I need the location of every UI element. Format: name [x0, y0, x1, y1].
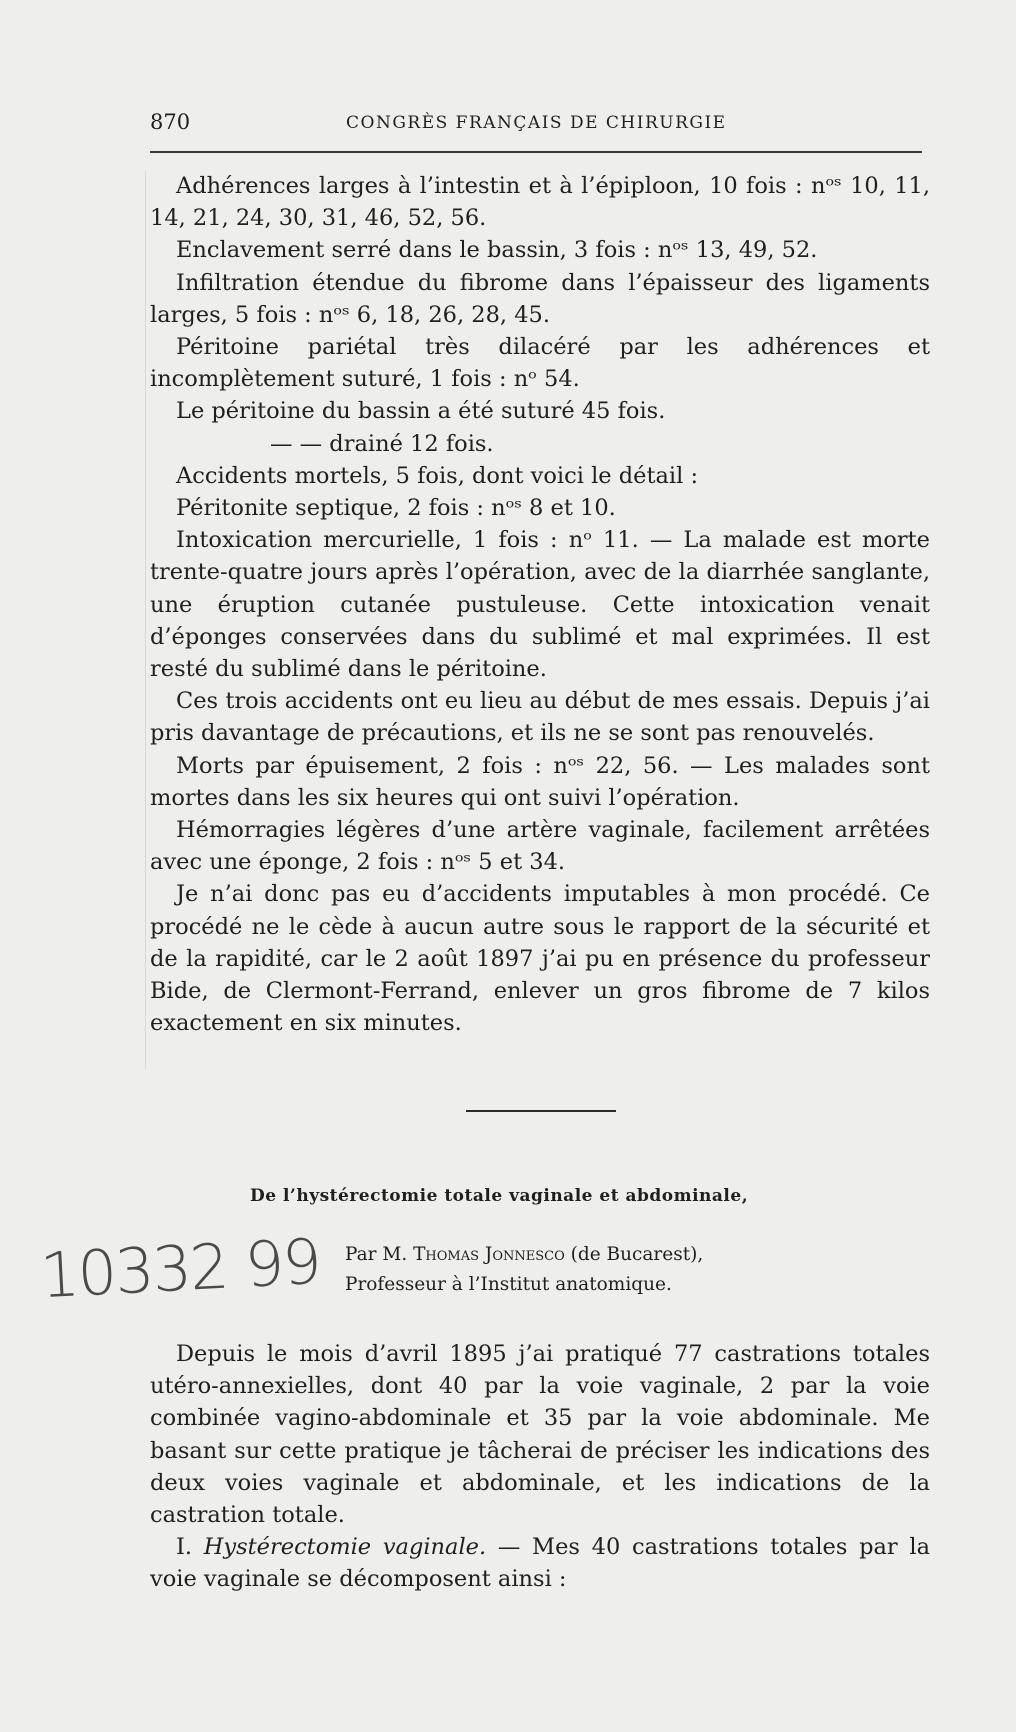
paragraph: — — drainé 12 fois.	[270, 430, 494, 457]
paragraph: Depuis le mois d’avril 1895 j’ai pratiqué 77 castrations totales utéro-annexielles, dont 40 par la voie vaginale, 2 par la voie combinée vagino-abdominale et 35 par la voie abdominale. Me basant sur cette pratique je tâcherai de préciser les indications des deux voies vaginale et abdominale, et les indications de la castration totale.	[150, 1341, 930, 1529]
paragraph: Accidents mortels, 5 fois, dont voici le détail :	[176, 462, 699, 489]
section-separator	[466, 1110, 616, 1112]
paragraph: Le péritoine du bassin a été suturé 45 fois.	[176, 398, 666, 425]
paragraph: Enclavement serré dans le bassin, 3 fois : nᵒˢ 13, 49, 52.	[176, 237, 818, 264]
author-place: (de Bucarest),	[570, 1244, 704, 1265]
byline	[345, 1240, 703, 1300]
page-number: 870	[150, 110, 191, 134]
section-heading: Hystérectomie vaginale.	[203, 1534, 487, 1561]
page-header	[150, 110, 922, 140]
article-body	[150, 1338, 930, 1596]
article-title: De l’hystérectomie totale vaginale et abdominale,	[250, 1186, 749, 1206]
author-affiliation: Professeur à l’Institut anatomique.	[345, 1274, 672, 1295]
byline-prefix: Par M.	[345, 1244, 408, 1265]
author-name: Thomas Jonnesco	[413, 1244, 565, 1265]
paragraph	[150, 1531, 930, 1595]
paragraph: Péritonite septique, 2 fois : nᵒˢ 8 et 10.	[176, 495, 616, 522]
paragraph: Adhérences larges à l’intestin et à l’épiploon, 10 fois : nᵒˢ 10, 11, 14, 21, 24, 30, 31, 46, 52, 56.	[150, 173, 930, 232]
paragraph: Ces trois accidents ont eu lieu au début de mes essais. Depuis j’ai pris davantage de précautions, et ils ne se sont pas renouvelés.	[150, 688, 930, 747]
body-text	[150, 170, 930, 1039]
paragraph: Hémorragies légères d’une artère vaginale, facilement arrêtées avec une éponge, 2 fois : nᵒˢ 5 et 34.	[150, 817, 930, 876]
section-number: I.	[176, 1534, 193, 1561]
paragraph: Infiltration étendue du fibrome dans l’épaisseur des ligaments larges, 5 fois : nᵒˢ 6, 18, 26, 28, 45.	[150, 269, 930, 328]
paragraph: Péritoine pariétal très dilacéré par les adhérences et incomplètement suturé, 1 fois : nᵒ 54.	[150, 334, 930, 393]
header-rule	[150, 151, 922, 153]
paragraph: Je n’ai donc pas eu d’accidents imputables à mon procédé. Ce procédé ne le cède à aucun autre sous le rapport de la sécurité et de la rapidité, car le 2 août 1897 j’ai pu en présence du professeur Bide, de Clermont-Ferrand, enlever un gros fibrome de 7 kilos exactement en six minutes.	[150, 881, 930, 1037]
paragraph: Intoxication mercurielle, 1 fois : nᵒ 11. — La malade est morte trente-quatre jours après l’opération, avec de la diarrhée sanglante, une éruption cutanée pustuleuse. Cette intoxication venait d’éponges conservées dans du sublimé et mal exprimées. Il est resté du sublimé dans le péritoine.	[150, 527, 930, 683]
author-line	[345, 1240, 703, 1270]
margin-shadow	[145, 170, 146, 1070]
section-text: — Mes 40 castrations totales par la voie vaginale se décomposent ainsi :	[150, 1534, 931, 1593]
running-title: CONGRÈS FRANÇAIS DE CHIRURGIE	[346, 113, 727, 133]
handwritten-note: 10332 99	[38, 1224, 322, 1313]
paragraph: Morts par épuisement, 2 fois : nᵒˢ 22, 56. — Les malades sont mortes dans les six heures qui ont suivi l’opération.	[150, 752, 930, 811]
